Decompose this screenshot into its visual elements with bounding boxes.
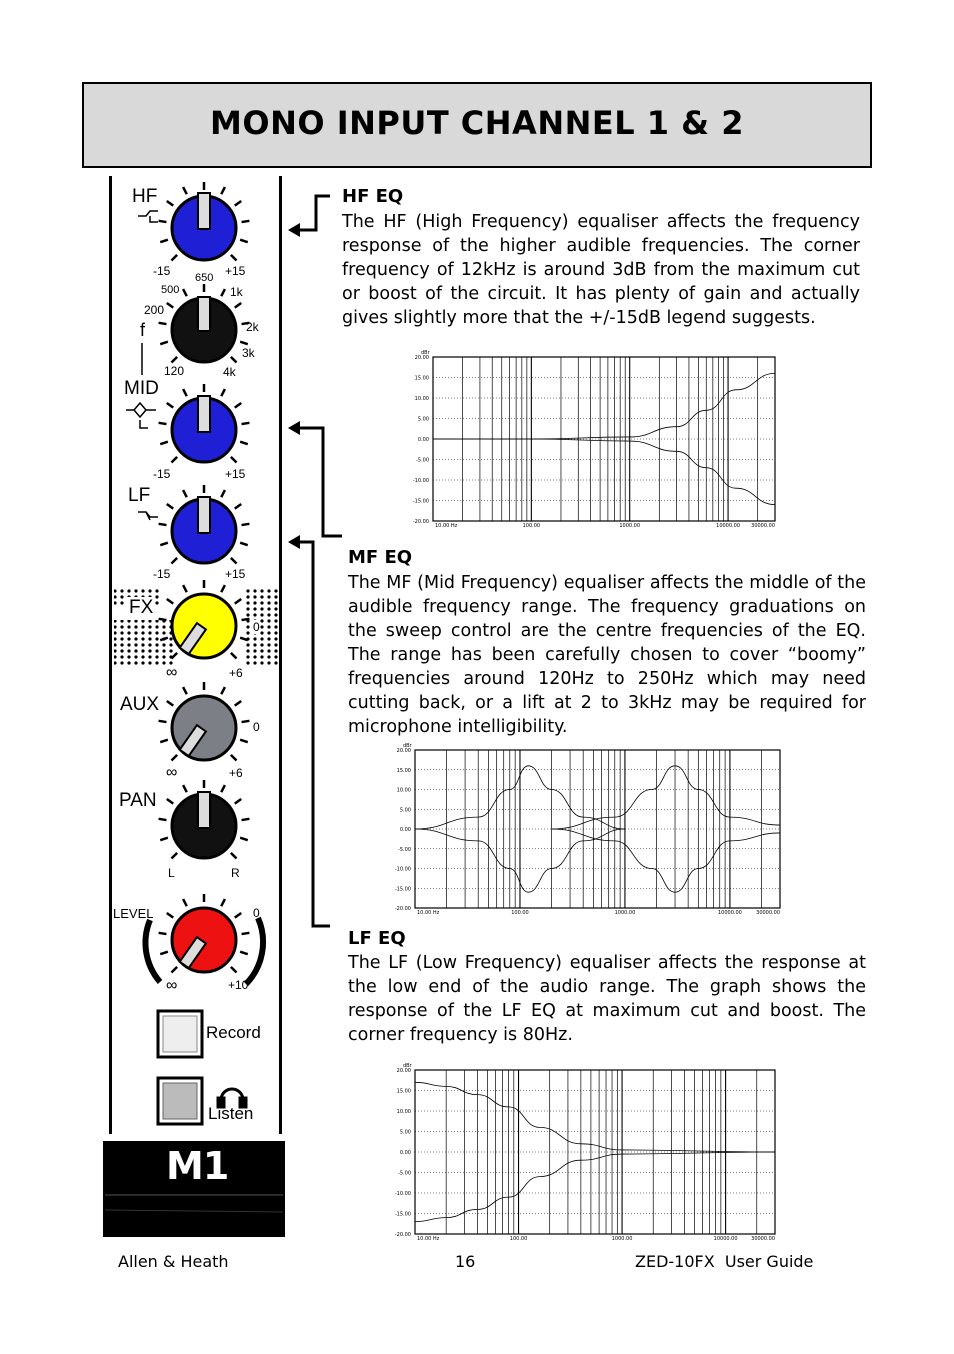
y-tick-label: 10.00 (396, 787, 411, 794)
hf-response-graph (405, 345, 780, 530)
level-min-label: ∞ (166, 977, 178, 994)
lf-arrow-icon (288, 535, 300, 549)
y-tick-label: -10.00 (394, 1191, 411, 1197)
knob-tick (235, 504, 241, 509)
knob-tick (235, 201, 241, 206)
knob-tick (240, 740, 248, 742)
knob-tick (221, 289, 225, 296)
knob-tick (160, 838, 168, 840)
knob-tick (242, 221, 250, 222)
freq-500-label: 500 (161, 284, 180, 296)
knob-tick (242, 819, 250, 820)
y-tick-label: -10.00 (394, 866, 411, 873)
knob-tick (231, 255, 237, 261)
x-tick-label: 10000.00 (716, 523, 741, 529)
knob-tick (171, 255, 177, 261)
y-tick-label: 0.00 (399, 1150, 411, 1156)
fx-dotted-panel (114, 620, 174, 666)
y-tick-label: -5.00 (416, 457, 429, 464)
knob-tick (242, 423, 250, 424)
knob-tick (242, 933, 250, 934)
knob-tick (167, 201, 173, 206)
knob-tick (159, 323, 167, 324)
fx-dotted-panel (244, 588, 278, 666)
level-scale-arc (145, 920, 160, 982)
knob-tick (167, 599, 173, 604)
mid-bell-icon (126, 403, 156, 428)
freq-3k-label: 3k (242, 346, 255, 360)
knob-tick (231, 457, 237, 463)
knob-tick (160, 543, 168, 545)
knob-tick (183, 289, 187, 296)
fx-max-label: +6 (229, 666, 243, 680)
knob-tick (221, 687, 225, 694)
knob-tick (235, 799, 241, 804)
lf-eq-text: The LF (Low Frequency) equaliser affects the response at the low end of the audio range. The graph shows the response of the LF EQ at maximum cut and boost. The corner frequency is 80Hz. (348, 953, 866, 1045)
lf-max-label: +15 (225, 567, 246, 581)
level-max-label: +10 (228, 978, 249, 992)
mf-eq-text: The MF (Mid Frequency) equaliser affects the middle of the audible frequency range. The frequency graduations on the sweep control are the centre frequencies of the EQ. The range has been carefully chosen to cover “boomy” frequencies around 120Hz to 250Hz which may need cutting back, or a lift at 2 to 3kHz may be required for microphone intelligibility. (348, 573, 866, 737)
mid-pointer (296, 428, 342, 536)
y-tick-label: 20.00 (396, 1068, 411, 1074)
knob-tick (160, 442, 168, 444)
mid-frequency-knob[interactable] (172, 297, 236, 362)
y-tick-label: 10.00 (396, 1109, 411, 1115)
fx-send-knob[interactable] (172, 594, 236, 658)
knob-tick (235, 403, 241, 408)
knob-tick (221, 585, 225, 592)
hf-shelf-icon (138, 211, 158, 222)
knob-tick (167, 403, 173, 408)
footer-company: Allen & Heath (118, 1252, 229, 1271)
fx-min-label: ∞ (166, 664, 178, 681)
y-tick-label: 15.00 (414, 375, 429, 382)
knob-tick (240, 240, 248, 242)
y-unit-label: dBr (403, 743, 412, 749)
knob-tick (235, 913, 241, 918)
y-tick-label: -15.00 (394, 886, 411, 893)
x-tick-label: 30000.00 (751, 1236, 775, 1242)
mf-eq-heading: MF EQ (348, 547, 413, 568)
freq-4k-label: 4k (223, 365, 236, 379)
y-unit-label: dBr (421, 350, 430, 356)
hf-min-label: -15 (153, 264, 171, 278)
knob-tick (221, 389, 225, 396)
x-tick-label: 100.00 (511, 910, 529, 916)
lf-shelf-icon (138, 512, 158, 520)
y-tick-label: -10.00 (412, 478, 429, 484)
mid-arrow-icon (288, 421, 300, 435)
knob-tick (240, 838, 248, 840)
knob-tick (221, 785, 225, 792)
x-tick-label: 10000.00 (717, 910, 742, 916)
knob-tick (221, 899, 225, 906)
listen-button[interactable] (158, 1078, 202, 1124)
x-tick-label: 100.00 (522, 523, 541, 529)
knob-tick (235, 599, 241, 604)
y-tick-label: -15.00 (394, 1211, 411, 1218)
knob-tick (167, 504, 173, 509)
knob-tick (167, 303, 173, 308)
lf-min-label: -15 (153, 567, 171, 581)
y-tick-label: -15.00 (412, 498, 429, 505)
knob-tick (183, 899, 187, 906)
knob-tick (242, 619, 250, 620)
x-tick-label: 100.00 (509, 1236, 528, 1242)
freq-120-label: 120 (164, 364, 185, 378)
knob-tick (242, 721, 250, 722)
knob-tick (171, 755, 177, 761)
knob-tick (231, 755, 237, 761)
x-tick-label: 10.00 Hz (417, 910, 440, 916)
y-tick-label: 0.00 (399, 827, 411, 833)
lf-eq-heading: LF EQ (348, 928, 406, 949)
y-tick-label: 10.00 (414, 396, 429, 402)
y-tick-label: 20.00 (414, 355, 429, 361)
knob-tick (242, 524, 250, 525)
pan-label: PAN (119, 790, 157, 811)
level-zero-label: 0 (253, 906, 260, 920)
hf-eq-heading: HF EQ (342, 186, 404, 207)
y-tick-label: 0.00 (417, 437, 429, 443)
knob-tick (159, 221, 167, 222)
record-label: Record (206, 1023, 261, 1042)
y-tick-label: 5.00 (399, 1129, 411, 1136)
freq-label: f (140, 320, 146, 340)
knob-tick (171, 457, 177, 463)
hf-arrow-icon (288, 223, 300, 237)
knob-tick (231, 853, 237, 859)
knob-tick (221, 187, 225, 194)
x-tick-label: 30000.00 (756, 910, 780, 916)
knob-tick (235, 701, 241, 706)
mid-label: MID (124, 378, 159, 399)
hf-center-label: 650 (195, 272, 214, 284)
knob-tick (160, 342, 168, 344)
x-tick-label: 1000.00 (611, 1236, 633, 1242)
listen-label: Listen (208, 1104, 254, 1123)
knob-tick (167, 701, 173, 706)
hf-pointer (296, 196, 330, 230)
fx-label: FX (129, 597, 154, 618)
level-knob[interactable] (172, 908, 236, 972)
y-tick-label: 15.00 (396, 1088, 411, 1095)
hf-knob[interactable] (172, 193, 236, 260)
footer-guide-title: ZED-10FX User Guide (635, 1252, 814, 1271)
y-tick-label: -20.00 (412, 519, 429, 525)
lf-label: LF (128, 485, 151, 506)
aux-label: AUX (120, 694, 160, 715)
x-tick-label: 1000.00 (614, 910, 636, 916)
x-tick-label: 10.00 Hz (417, 1236, 440, 1242)
lf-knob[interactable] (172, 497, 236, 563)
knob-tick (235, 303, 241, 308)
mf-response-graph (385, 740, 785, 918)
mid-gain-knob[interactable] (172, 396, 236, 462)
pan-right-label: R (231, 866, 240, 880)
knob-tick (160, 740, 168, 742)
y-tick-label: 5.00 (417, 416, 429, 423)
knob-tick (240, 442, 248, 444)
freq-200-label: 200 (144, 303, 165, 317)
y-tick-label: -5.00 (398, 1170, 411, 1177)
x-tick-label: 10000.00 (713, 1236, 738, 1242)
knob-tick (231, 357, 237, 363)
page-title: MONO INPUT CHANNEL 1 & 2 (210, 104, 744, 142)
knob-tick (167, 913, 173, 918)
knob-tick (160, 240, 168, 242)
x-tick-label: 10.00 Hz (435, 523, 458, 529)
aux-max-label: +6 (229, 766, 243, 780)
knob-tick (183, 687, 187, 694)
knob-tick (159, 524, 167, 525)
y-tick-label: 20.00 (396, 748, 411, 754)
knob-tick (171, 558, 177, 564)
x-tick-label: 1000.00 (619, 523, 641, 529)
hf-eq-text: The HF (High Frequency) equaliser affects the frequency response of the higher audible frequencies. The corner frequency of 12kHz is around 3dB from the maximum cut or boost of the circuit. It has plenty of gain and actually gives slightly more that the +/-15dB legend suggests. (342, 212, 860, 328)
mid-max-label: +15 (225, 467, 246, 481)
level-scale-arc (246, 918, 263, 984)
knob-tick (183, 187, 187, 194)
y-tick-label: 15.00 (396, 767, 411, 774)
knob-tick (171, 853, 177, 859)
knob-tick (171, 967, 177, 973)
freq-2k-label: 2k (246, 320, 259, 334)
knob-tick (231, 653, 237, 659)
lf-response-graph (387, 1058, 779, 1243)
aux-zero-label: 0 (253, 720, 260, 734)
lf-pointer (296, 542, 330, 926)
knob-tick (183, 490, 187, 497)
knob-tick (159, 933, 167, 934)
hf-label: HF (132, 186, 158, 207)
knob-tick (159, 819, 167, 820)
knob-tick (159, 721, 167, 722)
pan-knob[interactable] (172, 792, 236, 858)
level-label: LEVEL (113, 906, 154, 921)
knob-tick (240, 952, 248, 954)
knob-tick (231, 967, 237, 973)
y-unit-label: dBr (403, 1063, 412, 1069)
knob-tick (160, 952, 168, 954)
fx-zero-label: 0 (253, 620, 260, 634)
knob-tick (183, 585, 187, 592)
knob-tick (240, 543, 248, 545)
hf-max-label: +15 (225, 264, 246, 278)
y-tick-label: -20.00 (394, 906, 411, 912)
knob-tick (221, 490, 225, 497)
aux-send-knob[interactable] (172, 696, 236, 760)
knob-tick (171, 357, 177, 363)
knob-tick (183, 389, 187, 396)
pan-left-label: L (168, 866, 175, 880)
y-tick-label: -5.00 (398, 846, 411, 853)
x-tick-label: 30000.00 (751, 523, 775, 529)
aux-min-label: ∞ (166, 764, 178, 781)
y-tick-label: -20.00 (394, 1232, 411, 1238)
knob-tick (240, 342, 248, 344)
footer-page-number: 16 (455, 1252, 476, 1271)
mid-min-label: -15 (153, 467, 171, 481)
knob-tick (167, 799, 173, 804)
y-tick-label: 5.00 (399, 807, 411, 814)
knob-tick (159, 423, 167, 424)
channel-name: M1 (166, 1144, 229, 1188)
knob-tick (231, 558, 237, 564)
knob-tick (159, 619, 167, 620)
freq-1k-label: 1k (230, 285, 243, 299)
knob-tick (183, 785, 187, 792)
record-button[interactable] (158, 1011, 202, 1057)
